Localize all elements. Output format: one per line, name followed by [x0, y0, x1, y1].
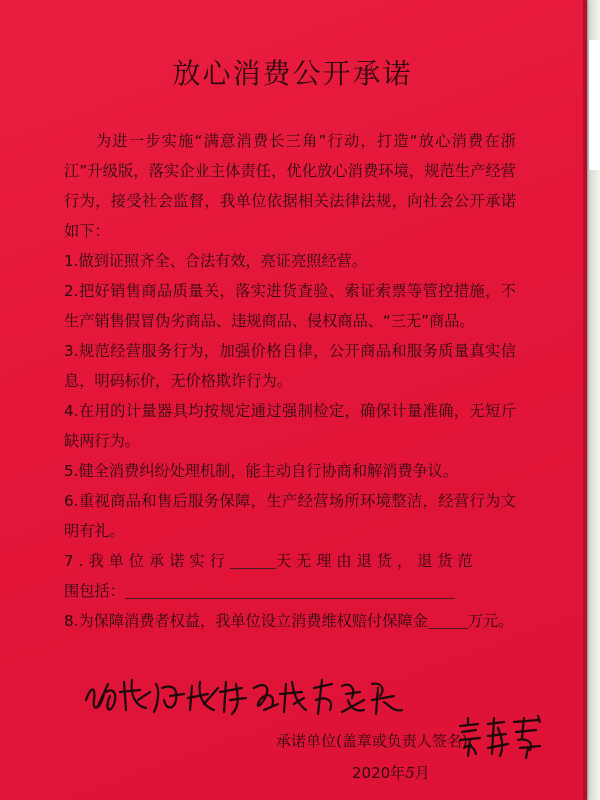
- handwritten-unit-signature: [80, 670, 410, 722]
- item8-amount-blank: [428, 610, 468, 629]
- wall-notice-paper: [588, 40, 600, 170]
- item7-days-blank: [230, 550, 276, 569]
- date-month-suffix: 月: [414, 764, 430, 782]
- sheet-edge: [583, 0, 587, 800]
- commitment-item-5: 5.健全消费纠纷处理机制，能主动自行协商和解消费争议。: [64, 462, 459, 480]
- item8-text-end: 万元。: [467, 612, 514, 630]
- handwritten-person-signature: [454, 714, 546, 760]
- document-title: 放心消费公开承诺: [172, 57, 413, 90]
- date-year: 2020年: [352, 764, 406, 782]
- intro-paragraph: 为进一步实施“满意消费长三角”行动，打造“放心消费在浙江”升级版，落实企业主体责任，优化放心消费环境，规范生产经营行为，接受社会监督，我单位依据相关法律法规，向社会公开承诺如下：: [64, 132, 516, 240]
- commitment-item-2: 2.把好销售商品质量关，落实进货查验、索证索票等管控措施，不生产销售假冒伪劣商品、违规商品、侵权商品、“三无”商品。: [64, 282, 516, 330]
- commitment-item-6: 6.重视商品和售后服务保障，生产经营场所环境整洁，经营行为文明有礼。: [64, 492, 516, 540]
- item7-text-wrap: 围包括：: [64, 582, 125, 600]
- commitment-item-3: 3.规范经营服务行为，加强价格自律，公开商品和服务质量真实信息，明码标价，无价格欺诈行为。: [64, 342, 516, 390]
- item7-text-end: 天无理由退货，退货范: [275, 552, 478, 570]
- signature-date: [352, 762, 430, 783]
- commitment-item-7: [64, 546, 516, 606]
- item8-text-start: 8.为保障消费者权益，我单位设立消费维权赔付保障金: [64, 612, 428, 630]
- document-body: [64, 126, 516, 636]
- item7-scope-blank: [125, 580, 455, 599]
- date-month-digit: 5: [405, 764, 415, 782]
- commitment-item-4: 4.在用的计量器具均按规定通过强制检定，确保计量准确，无短斤缺两行为。: [64, 402, 516, 450]
- signature-label: 承诺单位(盖章或负责人签名)：: [276, 732, 483, 750]
- commitment-item-1: 1.做到证照齐全、合法有效，亮证亮照经营。: [64, 252, 368, 270]
- commitment-item-8: [64, 606, 516, 636]
- item7-text-start: 7.我单位承诺实行: [64, 552, 230, 570]
